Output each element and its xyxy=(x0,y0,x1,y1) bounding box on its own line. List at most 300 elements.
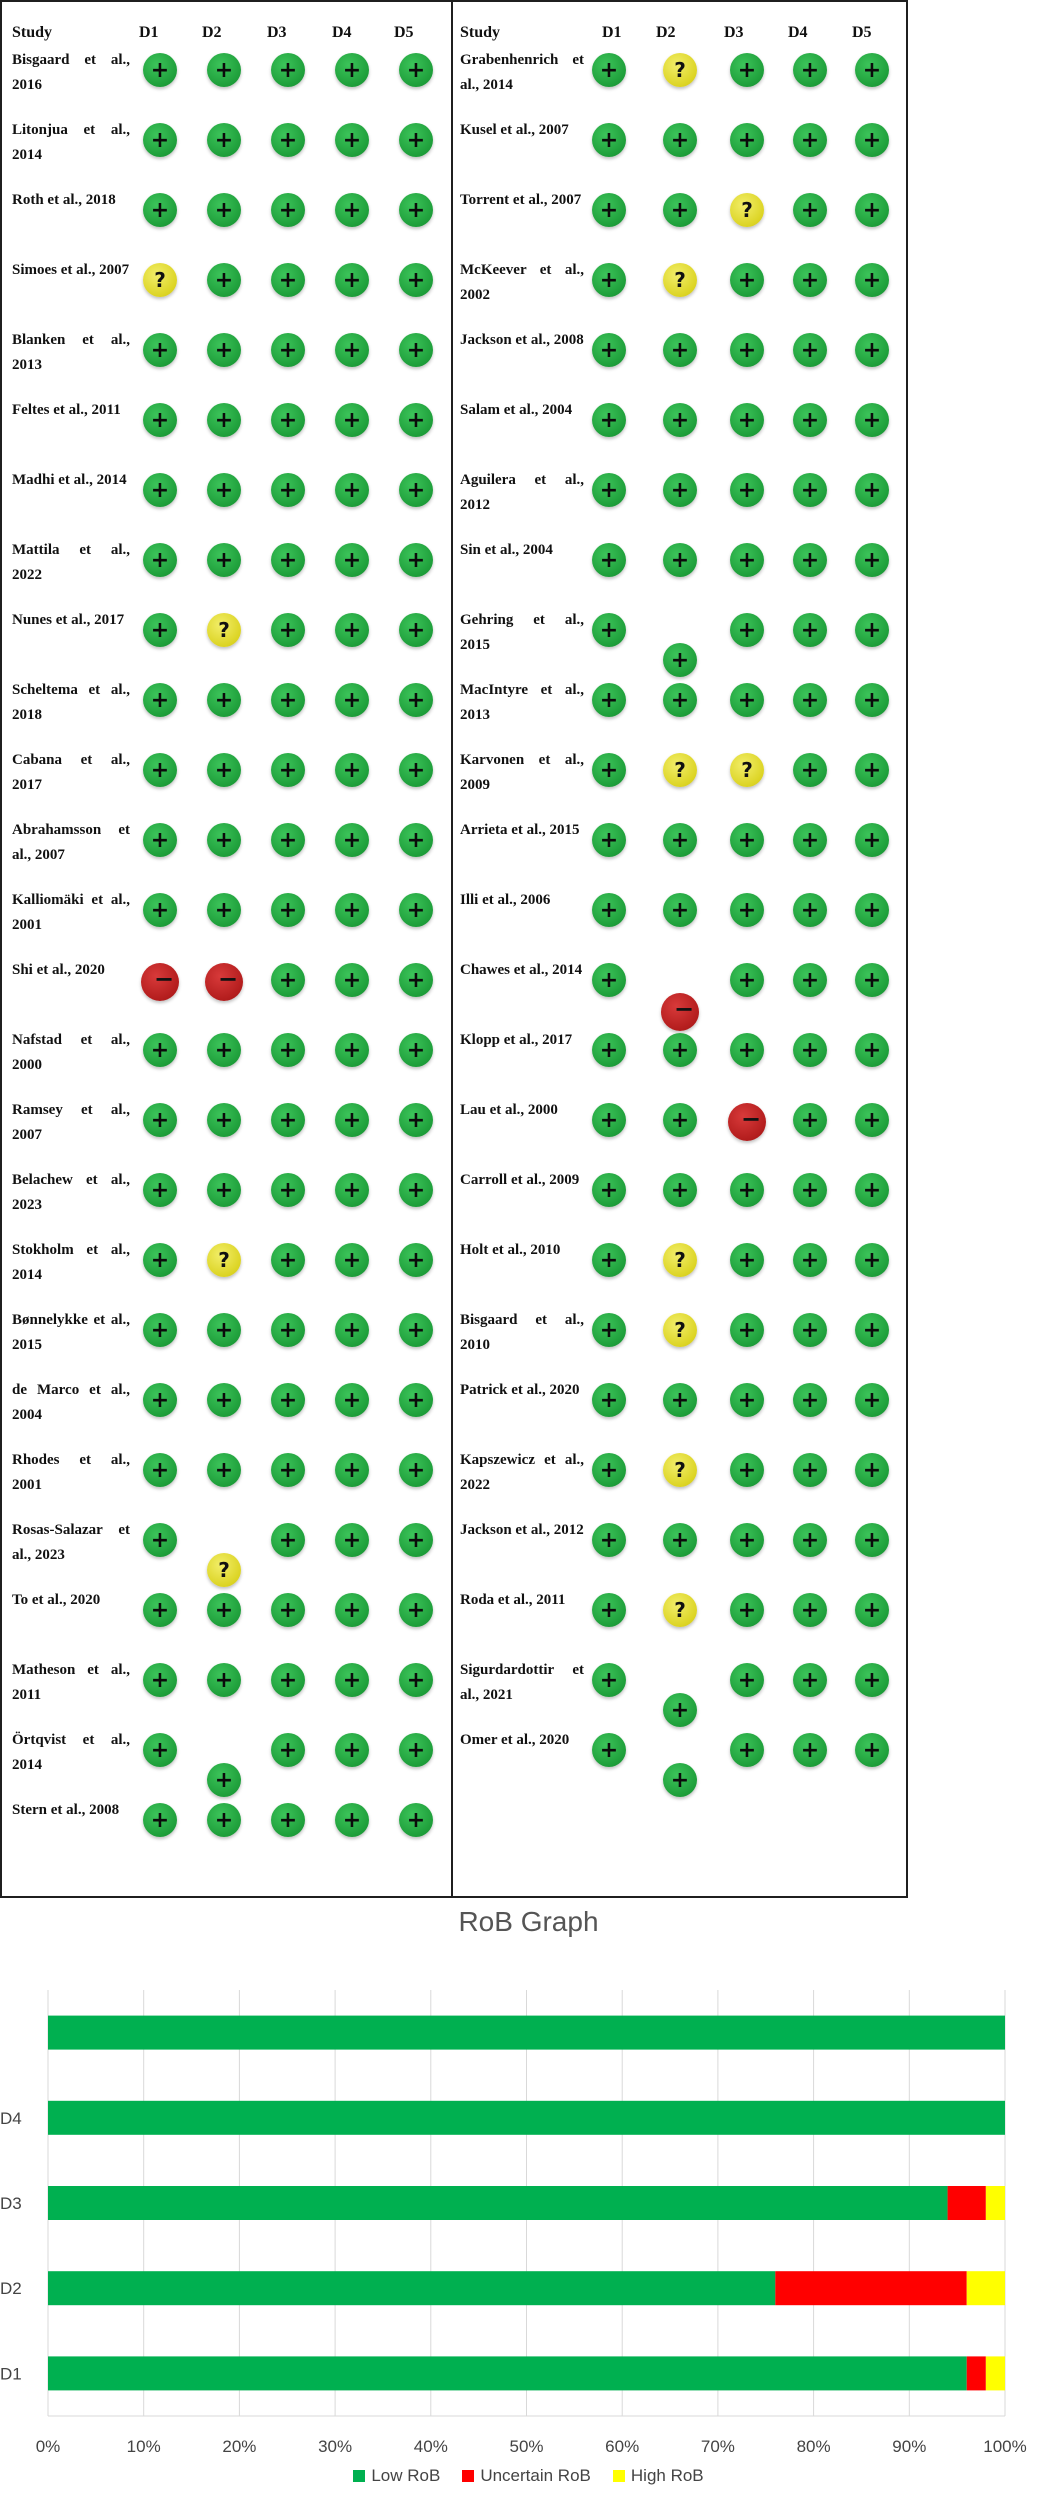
study-name: Litonjua et al., 2014 xyxy=(12,122,130,163)
low-risk-icon: + xyxy=(143,1523,177,1557)
study-name: Simoes et al., 2007 xyxy=(12,262,130,278)
low-risk-icon: + xyxy=(399,1173,433,1207)
low-risk-icon: + xyxy=(793,1593,827,1627)
study-name: McKeever et al., 2002 xyxy=(460,262,584,303)
low-risk-icon: + xyxy=(143,403,177,437)
low-risk-icon: + xyxy=(793,403,827,437)
low-risk-icon: + xyxy=(592,893,626,927)
low-risk-icon: + xyxy=(663,823,697,857)
uncertain-risk-icon: ? xyxy=(663,53,697,87)
low-risk-icon: + xyxy=(730,1383,764,1417)
low-risk-icon: + xyxy=(793,263,827,297)
low-risk-icon: + xyxy=(143,823,177,857)
low-risk-icon: + xyxy=(592,543,626,577)
low-risk-icon: + xyxy=(143,1243,177,1277)
low-risk-icon: + xyxy=(271,263,305,297)
low-risk-icon: + xyxy=(730,1593,764,1627)
uncertain-risk-icon: ? xyxy=(143,263,177,297)
study-name: Karvonen et al., 2009 xyxy=(460,752,584,793)
low-risk-icon: + xyxy=(592,1033,626,1067)
low-risk-icon: + xyxy=(335,1733,369,1767)
low-risk-icon: + xyxy=(592,1383,626,1417)
low-risk-icon: + xyxy=(855,1523,889,1557)
low-risk-icon: + xyxy=(207,543,241,577)
uncertain-risk-icon: ? xyxy=(663,1243,697,1277)
low-risk-icon: + xyxy=(271,753,305,787)
uncertain-risk-icon: ? xyxy=(730,193,764,227)
low-risk-icon: + xyxy=(271,1663,305,1697)
low-risk-icon: + xyxy=(271,53,305,87)
study-name: MacIntyre et al., 2013 xyxy=(460,682,584,723)
low-risk-icon: + xyxy=(592,403,626,437)
low-risk-icon: + xyxy=(143,893,177,927)
low-risk-icon: + xyxy=(271,1383,305,1417)
low-risk-icon: + xyxy=(663,1033,697,1067)
low-risk-icon: + xyxy=(271,543,305,577)
low-risk-icon: + xyxy=(793,1453,827,1487)
header-study-left: Study xyxy=(12,24,53,41)
study-name: Matheson et al., 2011 xyxy=(12,1662,130,1703)
study-name: Aguilera et al., 2012 xyxy=(460,472,584,513)
study-name: Belachew et al., 2023 xyxy=(12,1172,130,1213)
low-risk-icon: + xyxy=(855,683,889,717)
low-risk-icon: + xyxy=(399,333,433,367)
low-risk-icon: + xyxy=(793,1033,827,1067)
low-risk-icon: + xyxy=(793,893,827,927)
category-label: D2 xyxy=(0,2279,22,2299)
x-tick-label: 10% xyxy=(126,2437,161,2456)
low-risk-icon: + xyxy=(663,893,697,927)
low-risk-icon: + xyxy=(730,893,764,927)
low-risk-icon: + xyxy=(793,823,827,857)
low-risk-icon: + xyxy=(730,123,764,157)
low-risk-icon: + xyxy=(592,963,626,997)
low-risk-icon: + xyxy=(143,1383,177,1417)
low-risk-icon: + xyxy=(271,1033,305,1067)
low-risk-icon: + xyxy=(663,1173,697,1207)
low-risk-icon: + xyxy=(855,1733,889,1767)
study-name: Illi et al., 2006 xyxy=(460,892,551,908)
study-name: Mattila et al., 2022 xyxy=(12,542,130,583)
low-risk-icon: + xyxy=(399,1523,433,1557)
low-risk-icon: + xyxy=(663,403,697,437)
low-risk-icon: + xyxy=(335,963,369,997)
low-risk-icon: + xyxy=(730,613,764,647)
low-risk-icon: + xyxy=(271,1453,305,1487)
study-name: Klopp et al., 2017 xyxy=(460,1032,573,1048)
low-risk-icon: + xyxy=(143,1033,177,1067)
low-risk-icon: + xyxy=(399,823,433,857)
low-risk-icon: + xyxy=(207,1383,241,1417)
low-risk-icon: + xyxy=(271,403,305,437)
low-risk-icon: + xyxy=(730,403,764,437)
low-risk-icon: + xyxy=(855,1663,889,1697)
low-risk-icon: + xyxy=(271,1733,305,1767)
x-tick-label: 60% xyxy=(605,2437,640,2456)
low-risk-icon: + xyxy=(207,1763,241,1797)
low-risk-icon: + xyxy=(855,473,889,507)
low-risk-icon: + xyxy=(592,1453,626,1487)
study-name: Omer et al., 2020 xyxy=(460,1732,570,1748)
header-d5-right: D5 xyxy=(852,24,872,41)
low-risk-icon: + xyxy=(143,473,177,507)
low-risk-icon: + xyxy=(143,683,177,717)
study-name: Sin et al., 2004 xyxy=(460,542,553,558)
study-name: Rhodes et al., 2001 xyxy=(12,1452,130,1493)
low-risk-icon: + xyxy=(207,473,241,507)
low-risk-icon: + xyxy=(207,1173,241,1207)
header-d4-right: D4 xyxy=(788,24,808,41)
bar-uncertain-rob xyxy=(775,2271,966,2305)
bar-uncertain-rob xyxy=(967,2356,986,2390)
bar-low-rob xyxy=(48,2016,1005,2050)
low-risk-icon: + xyxy=(399,893,433,927)
study-name: Carroll et al., 2009 xyxy=(460,1172,580,1188)
study-name: Kalliomäki et al., 2001 xyxy=(12,892,130,933)
low-risk-icon: + xyxy=(335,753,369,787)
low-risk-icon: + xyxy=(855,823,889,857)
low-risk-icon: + xyxy=(335,1523,369,1557)
low-risk-icon: + xyxy=(143,1803,177,1837)
low-risk-icon: + xyxy=(793,53,827,87)
study-name: Grabenhenrich et al., 2014 xyxy=(460,52,584,93)
low-risk-icon: + xyxy=(335,893,369,927)
high-risk-icon: − xyxy=(661,993,699,1031)
low-risk-icon: + xyxy=(855,1313,889,1347)
low-risk-icon: + xyxy=(730,1313,764,1347)
low-risk-icon: + xyxy=(730,1173,764,1207)
bar-uncertain-rob xyxy=(948,2186,986,2220)
study-name: Scheltema et al., 2018 xyxy=(12,682,130,723)
low-risk-icon: + xyxy=(730,333,764,367)
study-name: Ramsey et al., 2007 xyxy=(12,1102,130,1143)
low-risk-icon: + xyxy=(592,753,626,787)
study-name: Bisgaard et al., 2016 xyxy=(12,52,130,93)
low-risk-icon: + xyxy=(730,823,764,857)
x-tick-label: 80% xyxy=(796,2437,831,2456)
low-risk-icon: + xyxy=(335,1033,369,1067)
low-risk-icon: + xyxy=(855,1173,889,1207)
low-risk-icon: + xyxy=(855,1103,889,1137)
low-risk-icon: + xyxy=(730,1663,764,1697)
study-name: Rosas-Salazar et al., 2023 xyxy=(12,1522,130,1563)
study-name: Lau et al., 2000 xyxy=(460,1102,558,1118)
x-tick-label: 50% xyxy=(509,2437,544,2456)
low-risk-icon: + xyxy=(855,753,889,787)
study-name: Roth et al., 2018 xyxy=(12,192,116,208)
low-risk-icon: + xyxy=(663,1693,697,1727)
low-risk-icon: + xyxy=(399,1103,433,1137)
low-risk-icon: + xyxy=(592,53,626,87)
low-risk-icon: + xyxy=(592,823,626,857)
low-risk-icon: + xyxy=(207,53,241,87)
uncertain-risk-icon: ? xyxy=(663,1593,697,1627)
low-risk-icon: + xyxy=(793,753,827,787)
low-risk-icon: + xyxy=(592,263,626,297)
low-risk-icon: + xyxy=(335,403,369,437)
uncertain-risk-icon: ? xyxy=(663,753,697,787)
x-tick-label: 70% xyxy=(700,2437,735,2456)
low-risk-icon: + xyxy=(793,543,827,577)
low-risk-icon: + xyxy=(143,1663,177,1697)
low-risk-icon: + xyxy=(855,1243,889,1277)
low-risk-icon: + xyxy=(855,893,889,927)
study-name: Nafstad et al., 2000 xyxy=(12,1032,130,1073)
low-risk-icon: + xyxy=(207,333,241,367)
category-label: D3 xyxy=(0,2194,22,2213)
low-risk-icon: + xyxy=(730,1243,764,1277)
low-risk-icon: + xyxy=(335,1243,369,1277)
low-risk-icon: + xyxy=(592,333,626,367)
low-risk-icon: + xyxy=(399,263,433,297)
legend-swatch xyxy=(462,2470,474,2482)
bar-high-rob xyxy=(986,2356,1005,2390)
study-name: Holt et al., 2010 xyxy=(460,1242,561,1258)
low-risk-icon: + xyxy=(730,1033,764,1067)
x-tick-label: 100% xyxy=(983,2437,1027,2456)
low-risk-icon: + xyxy=(793,1103,827,1137)
legend-item xyxy=(462,2466,591,2486)
low-risk-icon: + xyxy=(271,1313,305,1347)
low-risk-icon: + xyxy=(271,123,305,157)
low-risk-icon: + xyxy=(592,1733,626,1767)
low-risk-icon: + xyxy=(143,1313,177,1347)
low-risk-icon: + xyxy=(793,1383,827,1417)
study-name: Roda et al., 2011 xyxy=(460,1592,566,1608)
low-risk-icon: + xyxy=(663,123,697,157)
low-risk-icon: + xyxy=(793,193,827,227)
header-d3-right: D3 xyxy=(724,24,744,41)
low-risk-icon: + xyxy=(207,1593,241,1627)
low-risk-icon: + xyxy=(143,543,177,577)
low-risk-icon: + xyxy=(207,193,241,227)
x-tick-label: 40% xyxy=(413,2437,448,2456)
low-risk-icon: + xyxy=(207,1453,241,1487)
low-risk-icon: + xyxy=(335,1313,369,1347)
low-risk-icon: + xyxy=(592,1173,626,1207)
bar-low-rob xyxy=(48,2356,967,2390)
low-risk-icon: + xyxy=(335,543,369,577)
low-risk-icon: + xyxy=(730,53,764,87)
low-risk-icon: + xyxy=(143,123,177,157)
low-risk-icon: + xyxy=(855,53,889,87)
study-name: Jackson et al., 2012 xyxy=(460,1522,584,1538)
low-risk-icon: + xyxy=(793,123,827,157)
low-risk-icon: + xyxy=(399,1593,433,1627)
bar-low-rob xyxy=(48,2186,948,2220)
low-risk-icon: + xyxy=(730,543,764,577)
low-risk-icon: + xyxy=(592,613,626,647)
low-risk-icon: + xyxy=(271,893,305,927)
low-risk-icon: + xyxy=(399,963,433,997)
low-risk-icon: + xyxy=(399,403,433,437)
low-risk-icon: + xyxy=(592,1663,626,1697)
low-risk-icon: + xyxy=(855,333,889,367)
bar-low-rob xyxy=(48,2101,1005,2135)
low-risk-icon: + xyxy=(143,1103,177,1137)
low-risk-icon: + xyxy=(271,963,305,997)
low-risk-icon: + xyxy=(143,1593,177,1627)
low-risk-icon: + xyxy=(271,683,305,717)
low-risk-icon: + xyxy=(399,53,433,87)
low-risk-icon: + xyxy=(663,473,697,507)
low-risk-icon: + xyxy=(335,1453,369,1487)
x-tick-label: 20% xyxy=(222,2437,257,2456)
chart-legend xyxy=(0,2466,1057,2486)
low-risk-icon: + xyxy=(855,543,889,577)
low-risk-icon: + xyxy=(855,193,889,227)
study-name: Nunes et al., 2017 xyxy=(12,612,125,628)
low-risk-icon: + xyxy=(143,53,177,87)
low-risk-icon: + xyxy=(335,1173,369,1207)
low-risk-icon: + xyxy=(335,683,369,717)
header-d1-right: D1 xyxy=(602,24,622,41)
high-risk-icon: − xyxy=(205,963,243,1001)
bar-low-rob xyxy=(48,2271,775,2305)
study-name: Jackson et al., 2008 xyxy=(460,332,584,348)
uncertain-risk-icon: ? xyxy=(207,1243,241,1277)
low-risk-icon: + xyxy=(592,683,626,717)
study-name: Patrick et al., 2020 xyxy=(460,1382,580,1398)
bar-high-rob xyxy=(986,2186,1005,2220)
low-risk-icon: + xyxy=(592,193,626,227)
low-risk-icon: + xyxy=(399,1033,433,1067)
header-d5-left: D5 xyxy=(394,24,414,41)
low-risk-icon: + xyxy=(855,1033,889,1067)
low-risk-icon: + xyxy=(592,1593,626,1627)
uncertain-risk-icon: ? xyxy=(207,1553,241,1587)
legend-label: Uncertain RoB xyxy=(480,2466,591,2485)
low-risk-icon: + xyxy=(730,263,764,297)
low-risk-icon: + xyxy=(399,1803,433,1837)
header-d3-left: D3 xyxy=(267,24,287,41)
study-name: Kapszewicz et al., 2022 xyxy=(460,1452,584,1493)
rob-graph xyxy=(0,1898,1057,2500)
low-risk-icon: + xyxy=(335,473,369,507)
high-risk-icon: − xyxy=(728,1103,766,1141)
low-risk-icon: + xyxy=(663,333,697,367)
low-risk-icon: + xyxy=(207,683,241,717)
study-name: Stokholm et al., 2014 xyxy=(12,1242,130,1283)
uncertain-risk-icon: ? xyxy=(207,613,241,647)
low-risk-icon: + xyxy=(663,1523,697,1557)
low-risk-icon: + xyxy=(335,1383,369,1417)
low-risk-icon: + xyxy=(271,333,305,367)
study-name: Abrahamsson et al., 2007 xyxy=(12,822,130,863)
rob-graph-svg xyxy=(0,1898,1057,2500)
low-risk-icon: + xyxy=(730,1523,764,1557)
study-name: Torrent et al., 2007 xyxy=(460,192,582,208)
low-risk-icon: + xyxy=(793,683,827,717)
legend-label: High RoB xyxy=(630,2466,704,2485)
low-risk-icon: + xyxy=(793,473,827,507)
uncertain-risk-icon: ? xyxy=(663,1453,697,1487)
low-risk-icon: + xyxy=(399,123,433,157)
study-name: Arrieta et al., 2015 xyxy=(460,822,580,838)
low-risk-icon: + xyxy=(855,403,889,437)
low-risk-icon: + xyxy=(855,963,889,997)
low-risk-icon: + xyxy=(730,1733,764,1767)
low-risk-icon: + xyxy=(855,613,889,647)
low-risk-icon: + xyxy=(143,613,177,647)
low-risk-icon: + xyxy=(855,1593,889,1627)
legend-item xyxy=(353,2466,440,2486)
study-name: Cabana et al., 2017 xyxy=(12,752,130,793)
low-risk-icon: + xyxy=(335,123,369,157)
low-risk-icon: + xyxy=(663,1383,697,1417)
low-risk-icon: + xyxy=(271,823,305,857)
high-risk-icon: − xyxy=(141,963,179,1001)
low-risk-icon: + xyxy=(399,473,433,507)
study-name: Blanken et al., 2013 xyxy=(12,332,130,373)
header-d2-right: D2 xyxy=(656,24,676,41)
study-name: Chawes et al., 2014 xyxy=(460,962,583,978)
low-risk-icon: + xyxy=(663,1763,697,1797)
low-risk-icon: + xyxy=(592,1243,626,1277)
low-risk-icon: + xyxy=(663,543,697,577)
low-risk-icon: + xyxy=(207,123,241,157)
header-study-right: Study xyxy=(460,24,501,41)
low-risk-icon: + xyxy=(399,683,433,717)
header-d4-left: D4 xyxy=(332,24,352,41)
low-risk-icon: + xyxy=(793,1523,827,1557)
low-risk-icon: + xyxy=(730,683,764,717)
low-risk-icon: + xyxy=(143,193,177,227)
low-risk-icon: + xyxy=(592,123,626,157)
low-risk-icon: + xyxy=(143,1173,177,1207)
low-risk-icon: + xyxy=(335,1663,369,1697)
low-risk-icon: + xyxy=(793,1733,827,1767)
low-risk-icon: + xyxy=(207,753,241,787)
low-risk-icon: + xyxy=(207,893,241,927)
study-name: Stern et al., 2008 xyxy=(12,1802,120,1818)
low-risk-icon: + xyxy=(335,613,369,647)
x-tick-label: 30% xyxy=(318,2437,353,2456)
low-risk-icon: + xyxy=(335,1103,369,1137)
low-risk-icon: + xyxy=(399,1663,433,1697)
header-d1-left: D1 xyxy=(139,24,159,41)
uncertain-risk-icon: ? xyxy=(663,1313,697,1347)
low-risk-icon: + xyxy=(143,1733,177,1767)
low-risk-icon: + xyxy=(730,1453,764,1487)
study-name: de Marco et al., 2004 xyxy=(12,1382,130,1423)
low-risk-icon: + xyxy=(592,473,626,507)
low-risk-icon: + xyxy=(271,1803,305,1837)
low-risk-icon: + xyxy=(730,473,764,507)
study-name: Feltes et al., 2011 xyxy=(12,402,121,418)
low-risk-icon: + xyxy=(335,263,369,297)
low-risk-icon: + xyxy=(335,333,369,367)
low-risk-icon: + xyxy=(143,1453,177,1487)
low-risk-icon: + xyxy=(855,263,889,297)
low-risk-icon: + xyxy=(663,193,697,227)
low-risk-icon: + xyxy=(399,193,433,227)
x-tick-label: 90% xyxy=(892,2437,927,2456)
low-risk-icon: + xyxy=(592,1523,626,1557)
low-risk-icon: + xyxy=(399,613,433,647)
low-risk-icon: + xyxy=(335,823,369,857)
low-risk-icon: + xyxy=(207,823,241,857)
low-risk-icon: + xyxy=(143,753,177,787)
study-name: Salam et al., 2004 xyxy=(460,402,573,418)
low-risk-icon: + xyxy=(271,1523,305,1557)
low-risk-icon: + xyxy=(730,963,764,997)
low-risk-icon: + xyxy=(855,123,889,157)
chart-title: RoB Graph xyxy=(458,1906,599,1937)
low-risk-icon: + xyxy=(399,543,433,577)
low-risk-icon: + xyxy=(663,643,697,677)
header-d2-left: D2 xyxy=(202,24,222,41)
